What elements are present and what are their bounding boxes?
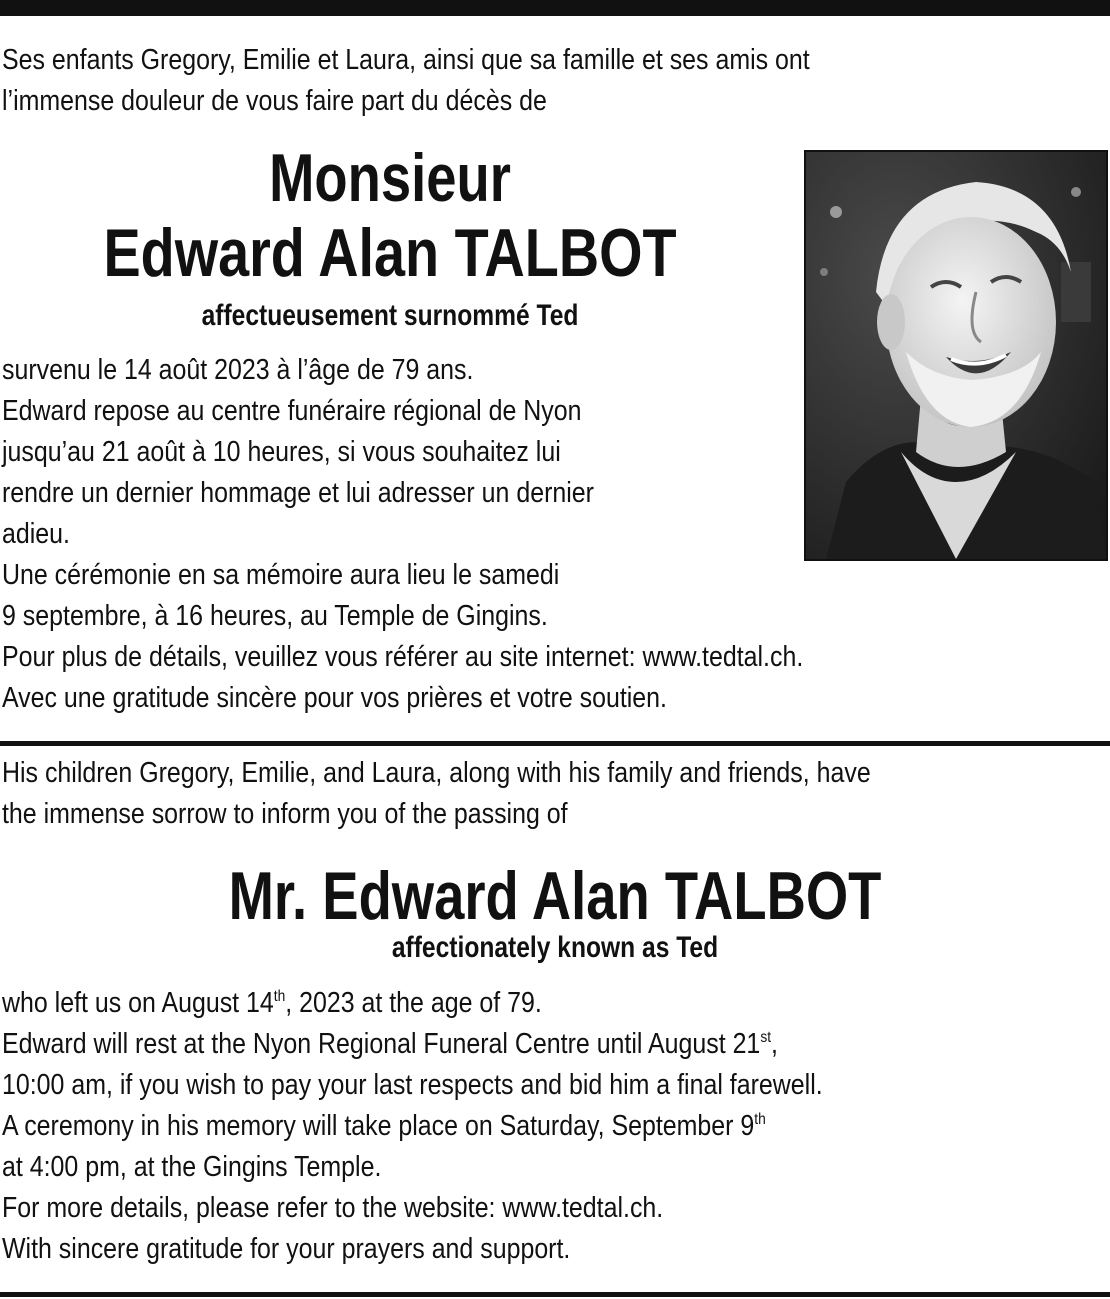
french-intro-line: l’immense douleur de vous faire part du décès de xyxy=(2,85,547,117)
english-body-line: 10:00 am, if you wish to pay your last respects and bid him a final farewell. xyxy=(2,1069,823,1101)
french-title-honorific: Monsieur xyxy=(269,140,511,216)
english-body-line: With sincere gratitude for your prayers and support. xyxy=(2,1233,571,1265)
french-body-line: Pour plus de détails, veuillez vous référer au site internet: www.tedtal.ch. xyxy=(2,641,804,673)
english-body-line xyxy=(2,983,1105,1024)
english-body-line: at 4:00 pm, at the Gingins Temple. xyxy=(2,1151,382,1183)
english-nickname: affectionately known as Ted xyxy=(391,931,719,964)
french-intro xyxy=(2,40,810,122)
french-body-line: survenu le 14 août 2023 à l’âge de 79 ans. xyxy=(2,354,474,386)
french-body-line: 9 septembre, à 16 heures, au Temple de Gingins. xyxy=(2,600,548,632)
english-body-line: For more details, please refer to the website: www.tedtal.ch. xyxy=(2,1192,664,1224)
english-body xyxy=(2,983,1105,1270)
french-body-line: Une cérémonie en sa mémoire aura lieu le samedi xyxy=(2,559,560,591)
french-body xyxy=(2,350,803,719)
portrait-photo xyxy=(804,150,1108,561)
english-line1-text: who left us on August 14 xyxy=(2,987,274,1019)
english-body-line xyxy=(2,1024,1105,1065)
english-intro xyxy=(2,753,871,835)
ordinal-suffix: th xyxy=(273,988,286,1005)
english-intro-line: His children Gregory, Emilie, and Laura, along with his family and friends, have xyxy=(2,757,871,789)
english-intro-line: the immense sorrow to inform you of the passing of xyxy=(2,798,568,830)
english-body-line xyxy=(2,1106,1105,1147)
french-body-line: jusqu’au 21 août à 10 heures, si vous souhaitez lui xyxy=(2,436,561,468)
french-intro-line: Ses enfants Gregory, Emilie et Laura, ainsi que sa famille et ses amis ont xyxy=(2,44,810,76)
french-body-line: Edward repose au centre funéraire régional de Nyon xyxy=(2,395,582,427)
section-divider xyxy=(0,741,1110,746)
english-line4-text: A ceremony in his memory will take place on Saturday, September 9 xyxy=(2,1110,755,1142)
french-body-line: adieu. xyxy=(2,518,70,550)
english-line2-text: Edward will rest at the Nyon Regional Funeral Centre until August 21 xyxy=(2,1028,761,1060)
top-border xyxy=(0,0,1110,16)
english-line1-text: , 2023 at the age of 79. xyxy=(285,987,542,1019)
french-body-line: Avec une gratitude sincère pour vos prières et votre soutien. xyxy=(2,682,667,714)
ordinal-suffix: th xyxy=(754,1111,766,1128)
french-nickname: affectueusement surnommé Ted xyxy=(201,299,579,332)
ordinal-suffix: st xyxy=(760,1029,772,1046)
french-body-line: rendre un dernier hommage et lui adresser un dernier xyxy=(2,477,594,509)
english-title-name: Mr. Edward Alan TALBOT xyxy=(228,858,882,934)
english-line2-text: , xyxy=(771,1028,778,1060)
french-title-name: Edward Alan TALBOT xyxy=(103,215,677,291)
bottom-border xyxy=(0,1292,1110,1297)
